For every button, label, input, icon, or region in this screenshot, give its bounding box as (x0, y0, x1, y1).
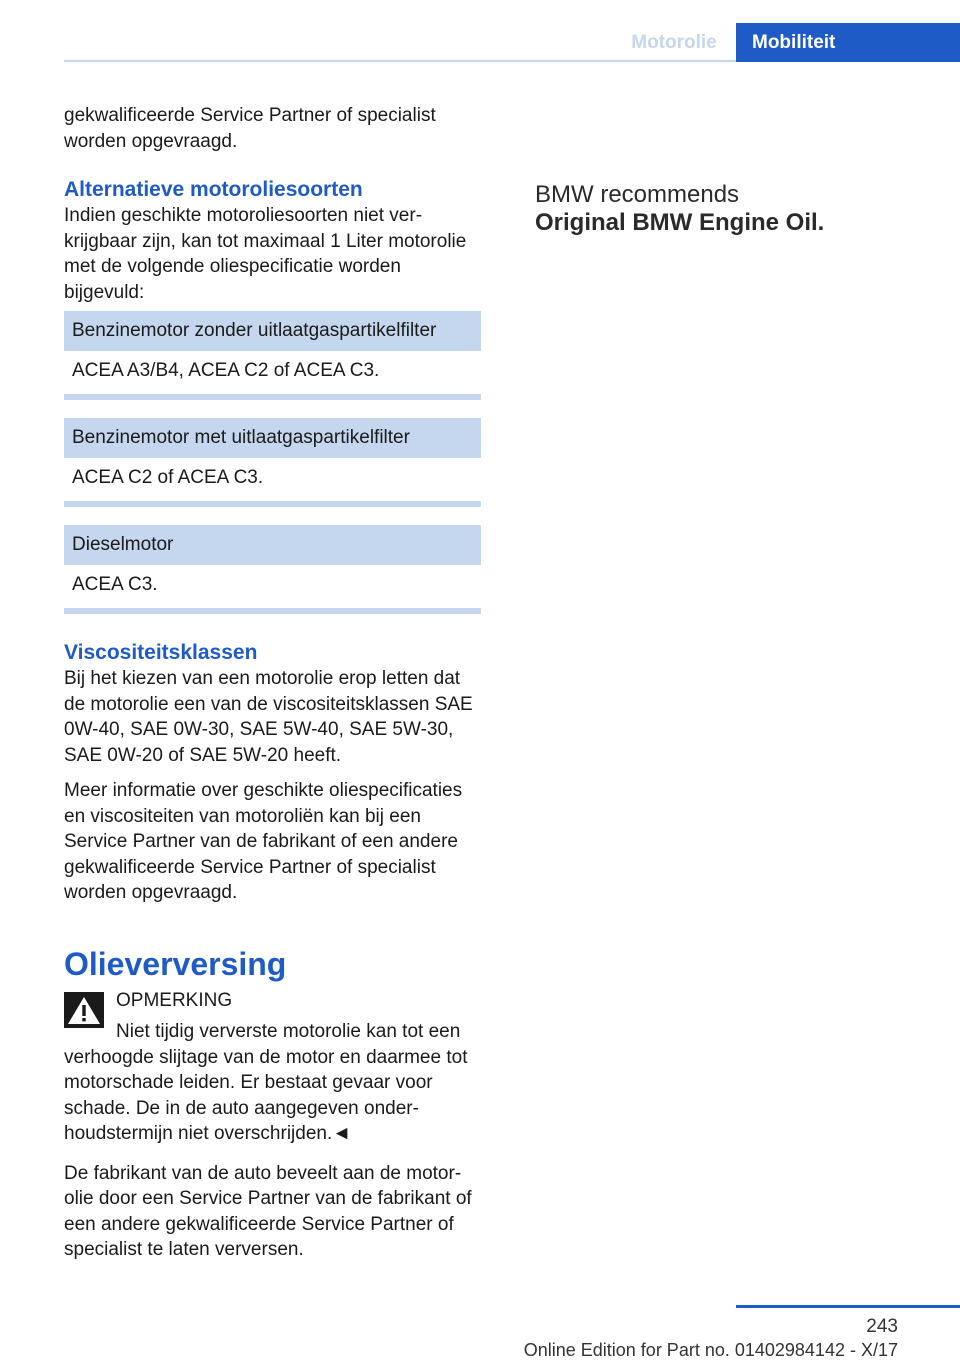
spec-table-header: Benzinemotor zonder uitlaatgaspartikelfilter (64, 311, 481, 351)
spec-table-rule (64, 608, 481, 614)
footer-rule (736, 1305, 960, 1308)
viscosity-more-paragraph: Meer informatie over geschikte oliespecificaties en viscositeiten van motoroliën kan bij een Service Partner van de fabrikant of een andere gekwalificeerde Service Partner of specialist worden opgevraagd. (64, 780, 463, 903)
edition-note: Online Edition for Part no. 01402984142 - X/17 (523, 1340, 898, 1360)
intro-paragraph: gekwalificeerde Service Partner of specialist worden opgevraagd. (64, 105, 436, 152)
page-number: 243 (866, 1316, 898, 1337)
heading-oil-change: Olieverversing (64, 945, 287, 982)
spec-table-petrol-filter (64, 418, 481, 507)
alternative-oils-paragraph: Indien geschikte motoroliesoorten niet verkrijgbaar zijn, kan tot maximaal 1 Liter motorolie met de volgende oliespecificatie worden bijgevuld: (64, 205, 467, 303)
heading-alternative-oils: Alternatieve motoroliesoorten (64, 178, 363, 201)
promo-line-2: Original BMW Engine Oil. (535, 209, 825, 236)
warning-title: OPMERKING (116, 989, 233, 1011)
spec-table-petrol-no-filter (64, 311, 481, 400)
section-tab-mobiliteit[interactable]: Mobiliteit (736, 23, 960, 62)
spec-table-header: Benzinemotor met uitlaatgaspartikelfilter (64, 418, 481, 458)
oil-change-paragraph: De fabrikant van de auto beveelt aan de motorolie door een Service Partner van de fabrikant of een andere gekwalificeerde Service Partner of specialist te laten verversen. (64, 1162, 472, 1260)
spec-table-value: ACEA A3/B4, ACEA C2 of ACEA C3. (72, 360, 380, 381)
spec-table-header: Dieselmotor (64, 525, 481, 565)
promo-line-1: BMW recommends (535, 181, 740, 208)
bmw-oil-promo (535, 181, 824, 237)
warning-triangle-icon (64, 992, 104, 1028)
spec-table-value: ACEA C2 of ACEA C3. (72, 467, 264, 488)
main-column (64, 103, 481, 1273)
warning-block (64, 988, 481, 1147)
heading-viscosity: Viscositeitsklassen (64, 641, 258, 664)
section-tab-motorolie[interactable]: Motorolie (631, 32, 717, 53)
spec-table-diesel (64, 525, 481, 614)
spec-table-value: ACEA C3. (72, 574, 158, 595)
viscosity-paragraph: Bij het kiezen van een motorolie erop letten dat de motorolie een van de viscositeitsklassen SAE 0W-40, SAE 0W-30, SAE 5W-40, SAE 5W-30, SAE 0W-20 of SAE 5W-20 heeft. (64, 668, 473, 766)
warning-text: Niet tijdig ververste motorolie kan tot een verhoogde slijtage van de motor en daarmee tot motorschade leiden. Er bestaat gevaar voor schade. De in de auto aangegeven onderhoudstermijn niet overschrijden.◄ (64, 1021, 468, 1144)
